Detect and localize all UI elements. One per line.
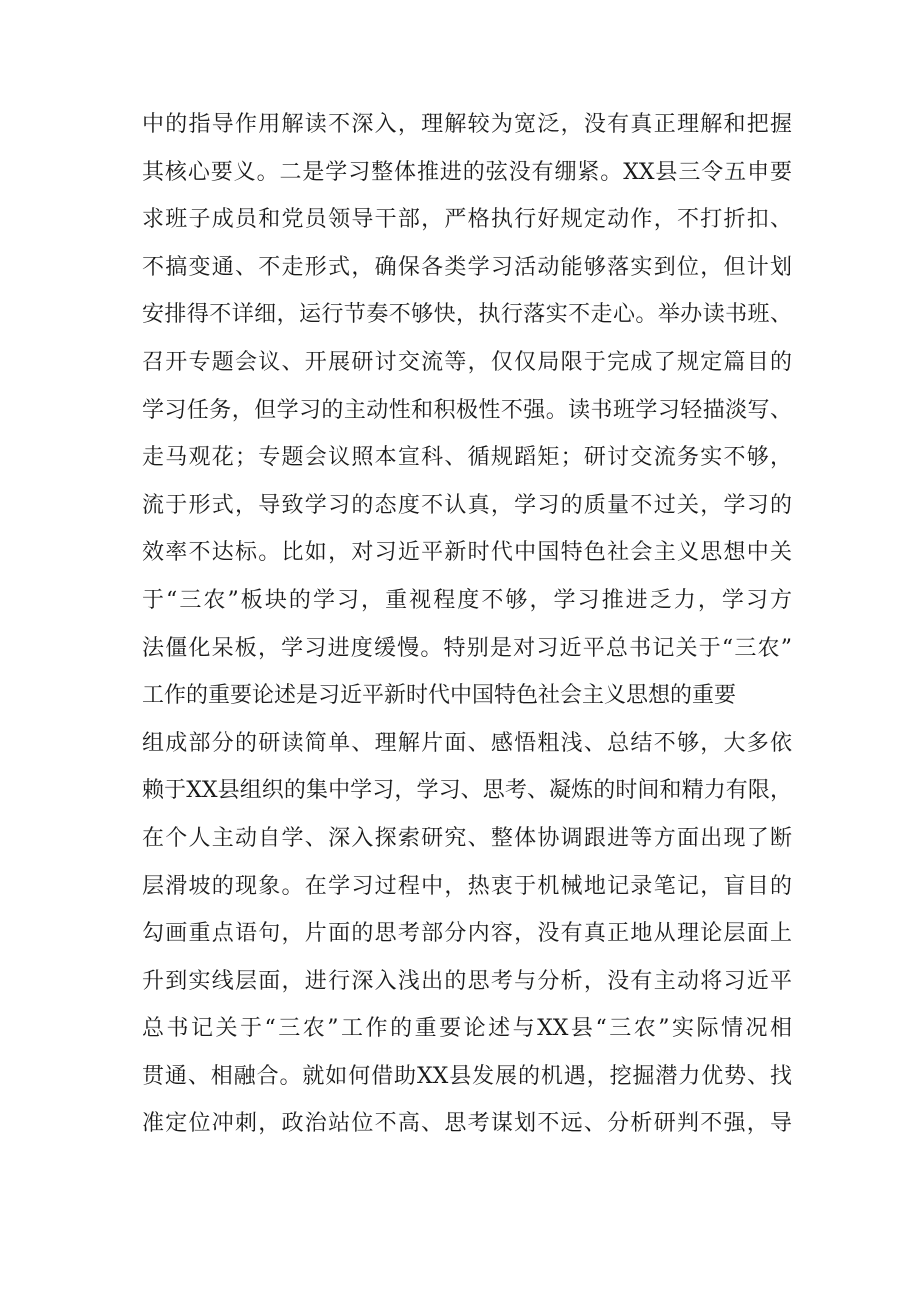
body-paragraph	[142, 101, 792, 1148]
text-line-2: 其核心要义。二是学习整体推进的弦没有绷紧。XX县三令五申要	[142, 159, 792, 185]
text-line-21: 贯通、相融合。就如何借助XX县发展的机遇，挖掘潜力优势、找	[142, 1063, 792, 1089]
text-line-15: 赖于XX县组织的集中学习，学习、思考、凝炼的时间和精力有限，	[142, 778, 792, 804]
text-line-8: 走马观花；专题会议照本宣科、循规蹈矩；研讨交流务实不够，	[142, 445, 792, 471]
text-line-5: 安排得不详细，运行节奏不够快，执行落实不走心。举办读书班、	[142, 302, 792, 328]
text-line-20: 总书记关于“三农”工作的重要论述与XX县“三农”实际情况相	[142, 1016, 792, 1042]
text-line-22: 准定位冲刺，政治站位不高、思考谋划不远、分析研判不强，导	[142, 1111, 792, 1137]
text-line-17: 层滑坡的现象。在学习过程中，热衷于机械地记录笔记，盲目的	[142, 873, 792, 899]
text-line-14: 组成部分的研读简单、理解片面、感悟粗浅、总结不够，大多依	[142, 730, 792, 756]
text-line-12: 法僵化呆板，学习进度缓慢。特别是对习近平总书记关于“三农”	[142, 635, 792, 661]
text-line-1: 中的指导作用解读不深入，理解较为宽泛，没有真正理解和把握	[142, 112, 792, 137]
text-line-7: 学习任务，但学习的主动性和积极性不强。读书班学习轻描淡写、	[142, 397, 792, 423]
text-line-19: 升到实线层面，进行深入浅出的思考与分析，没有主动将习近平	[142, 968, 792, 994]
text-line-9: 流于形式，导致学习的态度不认真，学习的质量不过关，学习的	[142, 492, 792, 518]
text-line-16: 在个人主动自学、深入探索研究、整体协调跟进等方面出现了断	[142, 825, 792, 851]
text-line-3: 求班子成员和党员领导干部，严格执行好规定动作，不打折扣、	[142, 207, 792, 233]
text-line-18: 勾画重点语句，片面的思考部分内容，没有真正地从理论层面上	[142, 921, 792, 947]
text-line-6: 召开专题会议、开展研讨交流等，仅仅局限于完成了规定篇目的	[142, 349, 792, 375]
text-line-4: 不搞变通、不走形式，确保各类学习活动能够落实到位，但计划	[142, 254, 792, 280]
text-line-13: 工作的重要论述是习近平新时代中国特色社会主义思想的重要	[142, 683, 737, 709]
text-line-10: 效率不达标。比如，对习近平新时代中国特色社会主义思想中关	[142, 540, 792, 566]
text-line-11: 于“三农”板块的学习，重视程度不够，学习推进乏力，学习方	[142, 587, 792, 613]
